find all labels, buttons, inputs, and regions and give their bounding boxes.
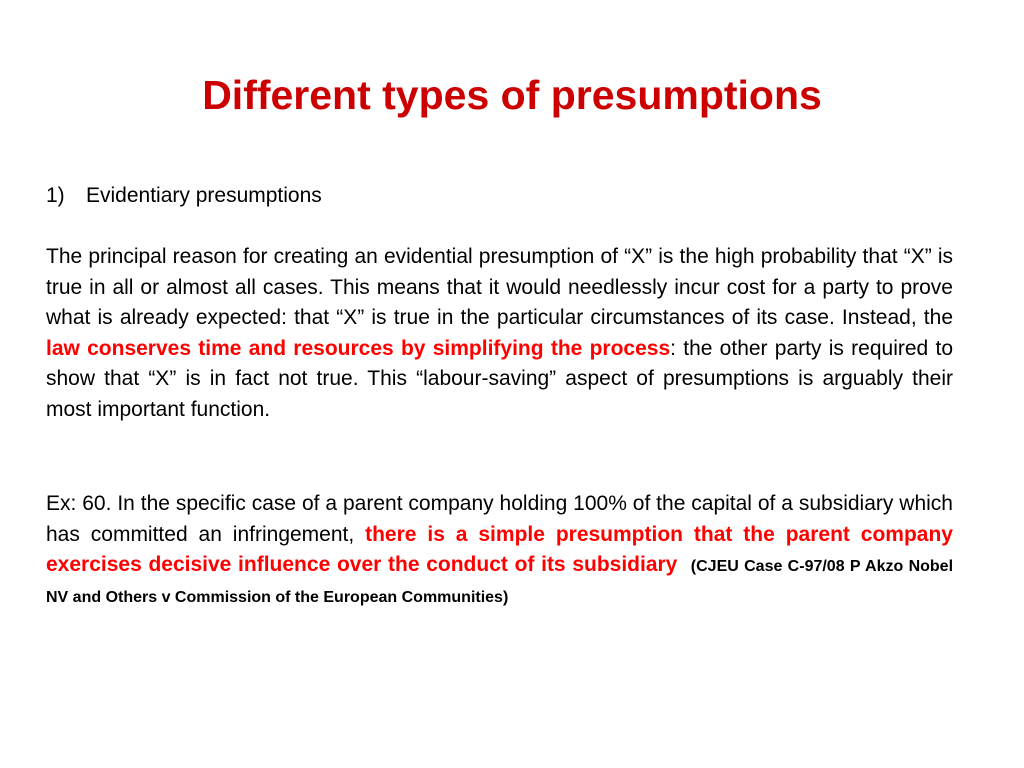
paragraph-text: : the other party is required to show that “X” is in fact not true. This “labour-saving” aspect of presumptions is arguably their most important function. — [46, 336, 954, 421]
example-paragraph — [46, 489, 953, 611]
highlighted-phrase: there is a simple presumption that the parent company exercises decisive influence over the conduct of its subsidiary — [46, 522, 953, 576]
highlighted-phrase: law conserves time and resources by simplifying the process — [46, 336, 671, 360]
explanation-paragraph — [46, 242, 953, 425]
slide-title: Different types of presumptions — [202, 72, 822, 118]
case-citation: (CJEU Case C-97/08 P Akzo Nobel NV and Others v Commission of the European Communities) — [46, 558, 954, 606]
numbered-list-item — [46, 182, 322, 210]
paragraph-text: Ex: 60. In the specific case of a parent company holding 100% of the capital of a subsidiary which has committed an infringement, — [46, 492, 953, 546]
list-item-number: 1) — [46, 184, 65, 207]
list-item-text: Evidentiary presumptions — [86, 184, 322, 207]
paragraph-text: The principal reason for creating an evidential presumption of “X” is the high probability that “X” is true in all or almost all cases. This means that it would needlessly incur cost for a party to prove what is already expected: that “X” is true in the particular circumstances of its case. Instead, the — [46, 245, 953, 329]
